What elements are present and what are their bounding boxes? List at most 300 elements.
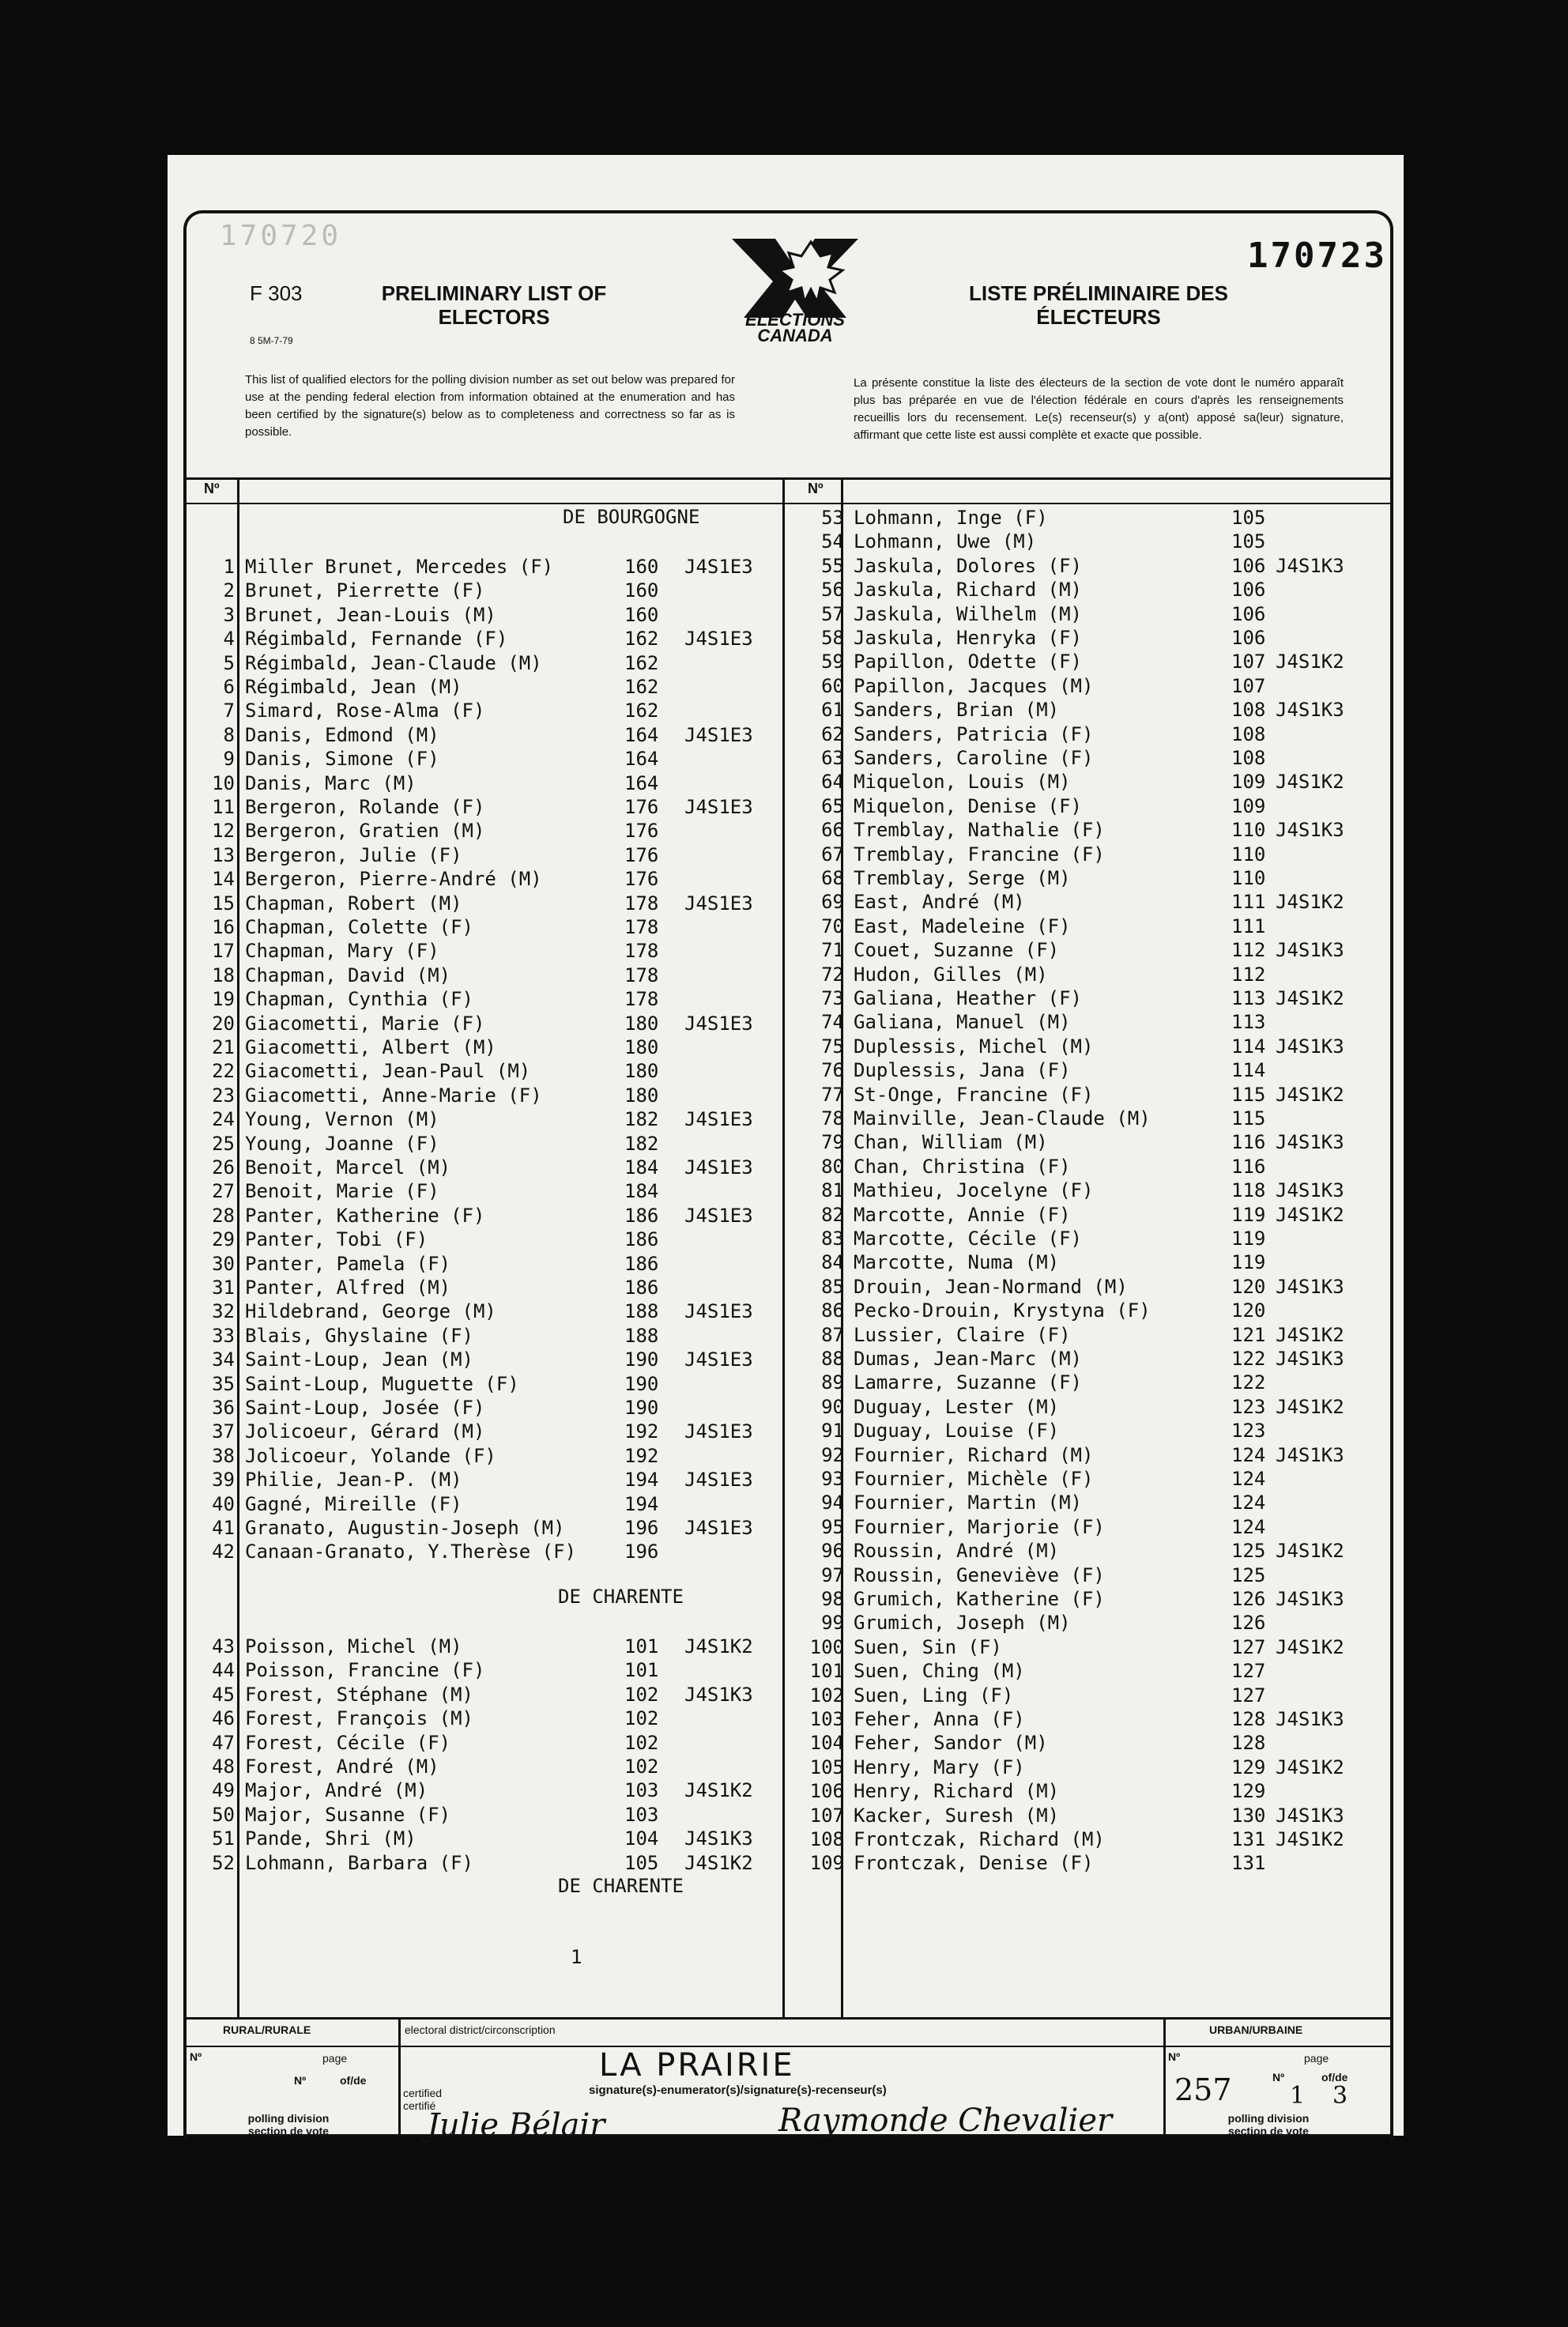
elector-row xyxy=(0,1467,1568,1491)
elector-name: Feher, Sandor (M) xyxy=(854,1732,1048,1755)
elector-name: Suen, Sin (F) xyxy=(854,1635,1002,1658)
elector-name: Forest, Cécile (F) xyxy=(245,1731,451,1754)
elector-name: Panter, Tobi (F) xyxy=(245,1228,428,1251)
elector-civic: 128 xyxy=(1231,1708,1266,1730)
elector-no: 86 xyxy=(821,1299,844,1322)
elector-name: Sanders, Patricia (F) xyxy=(854,722,1094,745)
elector-no: 49 xyxy=(212,1779,235,1802)
elector-no: 38 xyxy=(212,1444,235,1467)
elector-postal: J4S1K2 xyxy=(1276,1828,1344,1850)
elector-row xyxy=(0,794,1568,818)
footer-divider-left xyxy=(398,2017,401,2134)
elector-postal: J4S1E3 xyxy=(684,628,753,651)
elector-no: 69 xyxy=(821,891,844,914)
elector-name: Fournier, Michèle (F) xyxy=(854,1468,1094,1490)
elector-civic: 106 xyxy=(1231,627,1266,649)
elector-civic: 102 xyxy=(624,1731,659,1754)
elector-postal: J4S1E3 xyxy=(684,1420,753,1443)
elector-row xyxy=(0,1851,1568,1875)
elector-postal: J4S1K3 xyxy=(1276,1804,1344,1827)
elector-no: 55 xyxy=(821,554,844,577)
elector-row xyxy=(0,1299,1568,1322)
rural-polling-label: polling division section de vote xyxy=(247,2112,330,2137)
urban-polling-label: polling division section de vote xyxy=(1227,2112,1310,2137)
district-label: electoral district/circonscription xyxy=(405,2023,556,2036)
elector-name: Suen, Ching (M) xyxy=(854,1660,1025,1683)
elector-postal: J4S1E3 xyxy=(684,1108,753,1131)
elector-name: Papillon, Jacques (M) xyxy=(854,674,1094,697)
elector-name: Jolicoeur, Gérard (M) xyxy=(245,1420,485,1443)
elector-no: 13 xyxy=(212,843,235,866)
intro-french: La présente constitue la liste des électeurs de la section de vote dont le numéro apparaît plus bas préparée en vue de l'élection fédérale en cours d'après les renseignements recueillis lors du recensement. Le(s) recenseur(s) y a(ont) apposé sa(leur) signature, affirmant que cette liste est aussi complète et exacte que possible. xyxy=(854,376,1344,442)
elector-civic: 188 xyxy=(624,1300,659,1323)
elector-postal: J4S1K2 xyxy=(1276,1635,1344,1658)
elector-civic: 105 xyxy=(1231,507,1266,529)
enumerator-signature-2: Raymonde Chevalier xyxy=(778,2103,1113,2139)
elector-no: 23 xyxy=(212,1084,235,1107)
elector-no: 36 xyxy=(212,1397,235,1419)
elector-no: 73 xyxy=(821,987,844,1009)
elector-no: 47 xyxy=(212,1731,235,1754)
elector-postal: J4S1K2 xyxy=(1276,1323,1344,1346)
elector-civic: 108 xyxy=(1231,747,1266,769)
elector-civic: 124 xyxy=(1231,1468,1266,1490)
elector-civic: 178 xyxy=(624,964,659,986)
elector-no: 18 xyxy=(212,964,235,986)
elector-no: 35 xyxy=(212,1372,235,1395)
elector-name: Pecko-Drouin, Krystyna (F) xyxy=(854,1299,1151,1322)
elector-name: Chan, Christina (F) xyxy=(854,1155,1071,1178)
elector-civic: 112 xyxy=(1231,939,1266,962)
title-french: LISTE PRÉLIMINAIRE DES ÉLECTEURS xyxy=(969,281,1228,329)
elector-no: 20 xyxy=(212,1012,235,1035)
elector-name: Chapman, Robert (M) xyxy=(245,892,462,915)
certified-label: certified certifié xyxy=(403,2087,443,2112)
elector-row xyxy=(0,722,1568,746)
elector-name: Jaskula, Henryka (F) xyxy=(854,627,1082,649)
elector-no: 28 xyxy=(212,1204,235,1227)
rural-page-no-label: Nº xyxy=(294,2074,307,2087)
elector-civic: 180 xyxy=(624,1084,659,1107)
elector-row xyxy=(0,1756,1568,1779)
elector-row xyxy=(0,1227,1568,1250)
footer-top-line xyxy=(183,2017,1393,2020)
elector-civic: 129 xyxy=(1231,1756,1266,1778)
elector-no: 67 xyxy=(821,843,844,866)
elector-no: 74 xyxy=(821,1011,844,1034)
elector-name: Sanders, Caroline (F) xyxy=(854,747,1094,769)
elector-no: 5 xyxy=(223,651,235,674)
elector-name: Mainville, Jean-Claude (M) xyxy=(854,1107,1151,1130)
elector-civic: 184 xyxy=(624,1156,659,1179)
elector-civic: 105 xyxy=(1231,530,1266,553)
elector-civic: 101 xyxy=(624,1659,659,1682)
elector-name: Bergeron, Rolande (F) xyxy=(245,796,485,818)
elector-no: 77 xyxy=(821,1083,844,1106)
rural-label: RURAL/RURALE xyxy=(223,2023,311,2036)
elector-name: Panter, Pamela (F) xyxy=(245,1252,451,1275)
elector-civic: 186 xyxy=(624,1252,659,1275)
elector-row xyxy=(0,1275,1568,1299)
elector-name: Drouin, Jean-Normand (M) xyxy=(854,1275,1128,1298)
elector-no: 85 xyxy=(821,1275,844,1298)
elector-no: 52 xyxy=(212,1851,235,1874)
elector-no: 53 xyxy=(821,507,844,529)
elector-postal: J4S1K3 xyxy=(1276,1035,1344,1058)
elector-row xyxy=(0,1684,1568,1707)
rural-page-label: page xyxy=(322,2052,348,2065)
elector-postal: J4S1K2 xyxy=(1276,1203,1344,1226)
elector-name: Régimbald, Jean-Claude (M) xyxy=(245,651,542,674)
elector-row xyxy=(0,506,1568,530)
elector-no: 83 xyxy=(821,1228,844,1250)
elector-name: Lohmann, Barbara (F) xyxy=(245,1851,473,1874)
elector-civic: 164 xyxy=(624,771,659,794)
elector-name: Miller Brunet, Mercedes (F) xyxy=(245,556,554,578)
elector-name: Gagné, Mireille (F) xyxy=(245,1492,462,1515)
elector-postal: J4S1K3 xyxy=(1276,1348,1344,1370)
elector-row xyxy=(0,1419,1568,1443)
elector-no: 108 xyxy=(809,1828,844,1850)
elector-civic: 110 xyxy=(1231,843,1266,866)
elector-name: Forest, François (M) xyxy=(245,1707,473,1730)
elector-no: 72 xyxy=(821,963,844,986)
elector-no: 66 xyxy=(821,819,844,842)
elector-no: 104 xyxy=(809,1732,844,1755)
elector-no: 2 xyxy=(223,579,235,602)
elector-name: East, André (M) xyxy=(854,891,1025,914)
elector-name: Bergeron, Pierre-André (M) xyxy=(245,868,542,891)
elector-civic: 122 xyxy=(1231,1348,1266,1370)
elector-no: 4 xyxy=(223,628,235,651)
elector-name: Galiana, Manuel (M) xyxy=(854,1011,1071,1034)
elector-name: Simard, Rose-Alma (F) xyxy=(245,700,485,722)
elector-name: Young, Vernon (M) xyxy=(245,1108,439,1131)
elector-no: 59 xyxy=(821,651,844,673)
elector-civic: 103 xyxy=(624,1803,659,1826)
elector-civic: 113 xyxy=(1231,1011,1266,1034)
elector-row xyxy=(0,1155,1568,1179)
elector-name: Panter, Katherine (F) xyxy=(245,1204,485,1227)
elector-row xyxy=(0,1804,1568,1827)
elector-name: Miquelon, Louis (M) xyxy=(854,771,1071,794)
elector-no: 109 xyxy=(809,1852,844,1875)
elector-civic: 178 xyxy=(624,988,659,1011)
elector-civic: 128 xyxy=(1231,1732,1266,1755)
elector-name: Canaan-Granato, Y.Therèse (F) xyxy=(245,1541,577,1563)
elector-no: 100 xyxy=(809,1635,844,1658)
elector-postal: J4S1K3 xyxy=(1276,1443,1344,1466)
elector-row xyxy=(0,1250,1568,1274)
elector-name: Young, Joanne (F) xyxy=(245,1132,439,1155)
elector-civic: 196 xyxy=(624,1517,659,1539)
elector-row xyxy=(0,1130,1568,1154)
elector-no: 25 xyxy=(212,1132,235,1155)
elector-no: 9 xyxy=(223,748,235,771)
elector-name: Jaskula, Richard (M) xyxy=(854,579,1082,602)
elector-name: Marcotte, Annie (F) xyxy=(854,1203,1071,1226)
elector-no: 71 xyxy=(821,939,844,962)
elector-civic: 107 xyxy=(1231,651,1266,673)
elector-postal: J4S1K2 xyxy=(684,1635,753,1658)
elector-name: Miquelon, Denise (F) xyxy=(854,794,1082,817)
elector-name: Grumich, Joseph (M) xyxy=(854,1612,1071,1635)
elector-row xyxy=(0,915,1568,938)
elector-row xyxy=(0,986,1568,1010)
elector-civic: 113 xyxy=(1231,987,1266,1009)
elector-name: Grumich, Katherine (F) xyxy=(854,1588,1105,1610)
elector-civic: 129 xyxy=(1231,1780,1266,1803)
elector-name: Frontczak, Richard (M) xyxy=(854,1828,1105,1850)
elector-postal: J4S1K3 xyxy=(1276,819,1344,842)
no-header-left: Nº xyxy=(204,481,220,496)
elector-civic: 190 xyxy=(624,1397,659,1419)
elector-name: Fournier, Marjorie (F) xyxy=(854,1515,1105,1538)
elector-no: 24 xyxy=(212,1108,235,1131)
elector-no: 54 xyxy=(821,530,844,553)
elector-civic: 192 xyxy=(624,1444,659,1467)
elector-civic: 124 xyxy=(1231,1492,1266,1514)
elector-name: Feher, Anna (F) xyxy=(854,1708,1025,1730)
elector-name: Papillon, Odette (F) xyxy=(854,651,1082,673)
elector-civic: 108 xyxy=(1231,699,1266,722)
elector-row xyxy=(0,1203,1568,1227)
elector-no: 92 xyxy=(821,1443,844,1466)
urban-label: URBAN/URBAINE xyxy=(1209,2023,1303,2036)
elector-name: Philie, Jean-P. (M) xyxy=(245,1469,462,1492)
elector-civic: 107 xyxy=(1231,674,1266,697)
elector-no: 37 xyxy=(212,1420,235,1443)
elector-no: 97 xyxy=(821,1563,844,1586)
elector-no: 27 xyxy=(212,1180,235,1203)
elector-no: 22 xyxy=(212,1060,235,1083)
elector-name: Saint-Loup, Muguette (F) xyxy=(245,1372,519,1395)
intro-english: This list of qualified electors for the polling division number as set out below was prepared for use at the pending federal election from information obtained at the enumeration and has been certified by the signature(s) below as to completeness and correctness so far as is possible. xyxy=(245,373,735,439)
elector-no: 60 xyxy=(821,674,844,697)
elector-no: 56 xyxy=(821,579,844,602)
elector-name: Granato, Augustin-Joseph (M) xyxy=(245,1517,565,1539)
elector-civic: 106 xyxy=(1231,579,1266,602)
elector-no: 82 xyxy=(821,1203,844,1226)
elector-row xyxy=(0,843,1568,866)
elector-name: Hildebrand, George (M) xyxy=(245,1300,496,1323)
elector-no: 80 xyxy=(821,1155,844,1178)
document-number: 170723 xyxy=(1247,236,1387,276)
elector-no: 43 xyxy=(212,1635,235,1658)
form-date: 8 5M-7-79 xyxy=(250,335,293,346)
maple-leaf-x-icon xyxy=(716,232,874,319)
elector-no: 14 xyxy=(212,868,235,891)
elector-postal: J4S1K2 xyxy=(1276,1540,1344,1563)
elector-civic: 111 xyxy=(1231,891,1266,914)
elector-row xyxy=(0,1707,1568,1731)
urban-page-label: page xyxy=(1304,2052,1329,2065)
elector-civic: 162 xyxy=(624,628,659,651)
elector-no: 68 xyxy=(821,867,844,889)
elector-row xyxy=(0,1587,1568,1611)
elector-civic: 130 xyxy=(1231,1804,1266,1827)
elector-civic: 160 xyxy=(624,579,659,602)
elector-civic: 104 xyxy=(624,1827,659,1850)
elector-civic: 124 xyxy=(1231,1515,1266,1538)
elector-no: 57 xyxy=(821,602,844,625)
elector-name: Poisson, Francine (F) xyxy=(245,1659,485,1682)
elector-name: Tremblay, Serge (M) xyxy=(854,867,1071,889)
elector-civic: 182 xyxy=(624,1132,659,1155)
elector-name: Chapman, Mary (F) xyxy=(245,940,439,963)
street-heading: DE BOURGOGNE xyxy=(563,506,700,528)
elector-name: Chan, William (M) xyxy=(854,1131,1048,1154)
elector-row xyxy=(0,578,1568,602)
elector-no: 91 xyxy=(821,1420,844,1443)
elector-no: 17 xyxy=(212,940,235,963)
elector-civic: 127 xyxy=(1231,1635,1266,1658)
elector-postal: J4S1K3 xyxy=(1276,1179,1344,1202)
elector-civic: 127 xyxy=(1231,1660,1266,1683)
elector-no: 10 xyxy=(212,771,235,794)
elector-row xyxy=(0,1563,1568,1587)
elector-civic: 119 xyxy=(1231,1203,1266,1226)
elector-row xyxy=(0,674,1568,698)
elector-no: 81 xyxy=(821,1179,844,1202)
elector-civic: 182 xyxy=(624,1108,659,1131)
elector-row xyxy=(0,890,1568,914)
elector-no: 33 xyxy=(212,1324,235,1347)
elector-name: Lussier, Claire (F) xyxy=(854,1323,1071,1346)
polling-division-number: 257 xyxy=(1174,2072,1232,2107)
elector-civic: 102 xyxy=(624,1683,659,1706)
elector-civic: 194 xyxy=(624,1492,659,1515)
elector-row xyxy=(0,626,1568,650)
elector-postal: J4S1K3 xyxy=(1276,1275,1344,1298)
elector-postal: J4S1E3 xyxy=(684,1300,753,1323)
elector-no: 87 xyxy=(821,1323,844,1346)
elector-civic: 126 xyxy=(1231,1588,1266,1610)
elector-no: 58 xyxy=(821,627,844,649)
rural-of-label: of/de xyxy=(340,2074,367,2087)
elector-name: Tremblay, Francine (F) xyxy=(854,843,1105,866)
elector-name: Henry, Richard (M) xyxy=(854,1780,1060,1803)
elector-no: 26 xyxy=(212,1156,235,1179)
elector-postal: J4S1E3 xyxy=(684,796,753,818)
elector-name: Brunet, Jean-Louis (M) xyxy=(245,603,496,626)
elector-civic: 101 xyxy=(624,1635,659,1658)
elector-row xyxy=(0,1035,1568,1058)
elector-civic: 109 xyxy=(1231,771,1266,794)
street-heading: DE CHARENTE xyxy=(558,1586,684,1608)
elector-postal: J4S1K2 xyxy=(1276,651,1344,673)
elector-name: Lohmann, Uwe (M) xyxy=(854,530,1037,553)
elector-name: Jolicoeur, Yolande (F) xyxy=(245,1444,496,1467)
elector-name: Danis, Simone (F) xyxy=(245,748,439,771)
elector-postal: J4S1K3 xyxy=(1276,939,1344,962)
street-heading: DE CHARENTE xyxy=(558,1875,684,1897)
elector-no: 95 xyxy=(821,1515,844,1538)
elector-name: Benoit, Marie (F) xyxy=(245,1180,439,1203)
elector-civic: 178 xyxy=(624,940,659,963)
elector-name: Duplessis, Jana (F) xyxy=(854,1059,1071,1082)
elector-civic: 192 xyxy=(624,1420,659,1443)
elector-postal: J4S1E3 xyxy=(684,1469,753,1492)
elector-no: 63 xyxy=(821,747,844,769)
elector-name: Marcotte, Numa (M) xyxy=(854,1251,1060,1274)
rural-no-label: Nº xyxy=(190,2050,202,2063)
elector-no: 62 xyxy=(821,722,844,745)
elector-row xyxy=(0,1611,1568,1635)
elector-no: 3 xyxy=(223,603,235,626)
elector-postal: J4S1E3 xyxy=(684,723,753,746)
district-name: LA PRAIRIE xyxy=(599,2047,795,2084)
elector-postal: J4S1E3 xyxy=(684,1348,753,1371)
elector-postal: J4S1K2 xyxy=(1276,1395,1344,1418)
elector-row xyxy=(0,1010,1568,1034)
elector-civic: 186 xyxy=(624,1277,659,1299)
elector-row xyxy=(0,1491,1568,1514)
elector-civic: 186 xyxy=(624,1204,659,1227)
elector-name: Régimbald, Jean (M) xyxy=(245,676,462,698)
elector-name: Saint-Loup, Josée (F) xyxy=(245,1397,485,1419)
elector-name: Jaskula, Wilhelm (M) xyxy=(854,602,1082,625)
elector-postal: J4S1K2 xyxy=(1276,1756,1344,1778)
elector-name: Suen, Ling (F) xyxy=(854,1684,1014,1707)
elector-name: Forest, Stéphane (M) xyxy=(245,1683,473,1706)
elector-name: Duplessis, Michel (M) xyxy=(854,1035,1094,1058)
footer-divider-right xyxy=(1163,2017,1166,2134)
elector-no: 70 xyxy=(821,915,844,937)
elector-postal: J4S1K2 xyxy=(1276,1083,1344,1106)
elector-civic: 103 xyxy=(624,1779,659,1802)
elector-name: Sanders, Brian (M) xyxy=(854,699,1060,722)
elector-civic: 106 xyxy=(1231,554,1266,577)
elector-name: Roussin, Geneviève (F) xyxy=(854,1563,1105,1586)
elector-row xyxy=(0,1443,1568,1467)
elector-civic: 120 xyxy=(1231,1275,1266,1298)
elector-postal: J4S1K2 xyxy=(1276,891,1344,914)
elector-no: 101 xyxy=(809,1660,844,1683)
elector-civic: 114 xyxy=(1231,1035,1266,1058)
elector-civic: 131 xyxy=(1231,1852,1266,1875)
elector-no: 64 xyxy=(821,771,844,794)
elector-civic: 112 xyxy=(1231,963,1266,986)
elector-row xyxy=(0,1179,1568,1202)
elector-name: Galiana, Heather (F) xyxy=(854,987,1082,1009)
elector-row xyxy=(0,963,1568,986)
elector-name: Fournier, Martin (M) xyxy=(854,1492,1082,1514)
elector-name: Forest, André (M) xyxy=(245,1756,439,1778)
enumerator-signature-1: Julie Bélair xyxy=(427,2107,605,2144)
elector-no: 44 xyxy=(212,1659,235,1682)
elector-no: 39 xyxy=(212,1469,235,1492)
elector-no: 15 xyxy=(212,892,235,915)
elector-no: 45 xyxy=(212,1683,235,1706)
elector-name: Mathieu, Jocelyne (F) xyxy=(854,1179,1094,1202)
elector-no: 32 xyxy=(212,1300,235,1323)
elector-name: Pande, Shri (M) xyxy=(245,1827,416,1850)
elector-row xyxy=(0,1107,1568,1130)
elector-name: Lohmann, Inge (F) xyxy=(854,507,1048,529)
elector-name: Blais, Ghyslaine (F) xyxy=(245,1324,473,1347)
urban-page-no-label: Nº xyxy=(1272,2071,1285,2084)
elector-name: Major, André (M) xyxy=(245,1779,428,1802)
elector-row xyxy=(0,1827,1568,1851)
elector-civic: 184 xyxy=(624,1180,659,1203)
elector-no: 94 xyxy=(821,1492,844,1514)
elector-civic: 178 xyxy=(624,916,659,938)
elector-postal: J4S1E3 xyxy=(684,1012,753,1035)
elector-row xyxy=(0,554,1568,578)
elector-civic: 119 xyxy=(1231,1228,1266,1250)
elector-postal: J4S1K2 xyxy=(684,1851,753,1874)
